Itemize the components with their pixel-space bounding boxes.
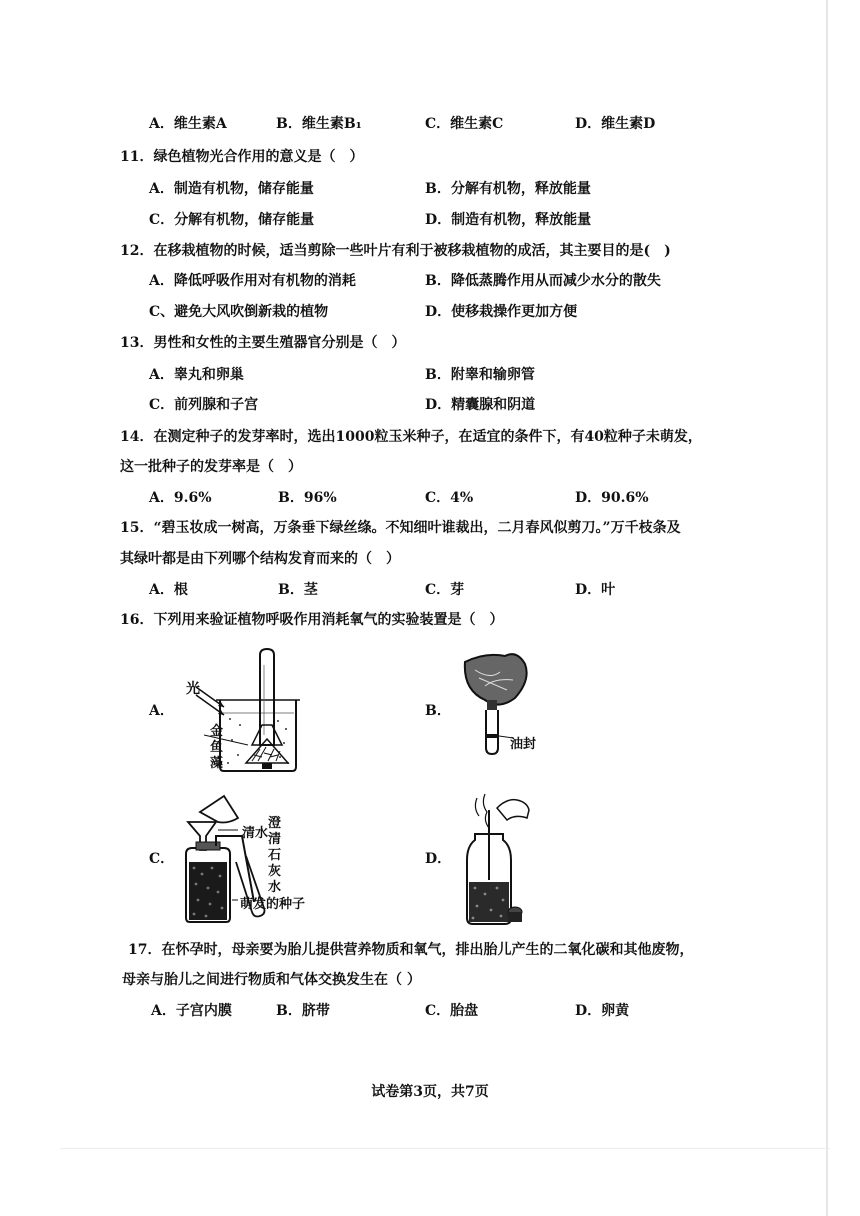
figure-c-label-limewater-3: 石	[268, 848, 282, 863]
scan-edge-bottom	[60, 1148, 830, 1149]
q12-option-d: D．使移栽操作更加方便	[425, 304, 578, 320]
question-13-stem: 13．男性和女性的主要生殖器官分别是（ ）	[120, 335, 406, 351]
q14-option-d: D．90.6%	[575, 490, 649, 506]
question-16-stem: 16．下列用来验证植物呼吸作用消耗氧气的实验装置是（ ）	[120, 612, 504, 628]
figure-c-letter: C．	[149, 851, 175, 867]
figure-a-label-light: 光	[186, 681, 200, 697]
figure-b-letter: B．	[425, 703, 451, 719]
q11-option-d: D．制造有机物，释放能量	[425, 212, 592, 228]
q13-option-b: B．附睾和输卵管	[425, 367, 535, 383]
q15-option-d: D．叶	[575, 582, 616, 598]
question-11-stem: 11．绿色植物光合作用的意义是（ ）	[120, 149, 364, 165]
figure-d-apparatus	[455, 790, 535, 930]
figure-c-label-limewater-5: 水	[268, 880, 282, 895]
figure-c-label-limewater-4: 灰	[268, 864, 282, 879]
q11-option-a: A．制造有机物，储存能量	[149, 181, 314, 197]
question-12-stem: 12．在移栽植物的时候，适当剪除一些叶片有利于被移栽植物的成活，其主要目的是( )	[120, 243, 671, 259]
q14-option-b: B．96%	[278, 490, 337, 506]
figure-c-label-water: 清水	[242, 826, 269, 841]
q12-option-c: C、避免大风吹倒新栽的植物	[149, 304, 329, 320]
q15-option-a: A．根	[149, 582, 188, 598]
figure-d-letter: D．	[425, 851, 452, 867]
q11-option-c: C．分解有机物，储存能量	[149, 212, 315, 228]
q15-option-b: B．茎	[278, 582, 318, 598]
question-15-stem-line1: 15．“碧玉妆成一树高，万条垂下绿丝绦。不知细叶谁裁出，二月春风似剪刀。”万千枝条及	[120, 520, 681, 536]
figure-c-label-limewater-1: 澄	[268, 816, 282, 831]
question-14-stem-line1: 14．在测定种子的发芽率时，选出1000粒玉米种子，在适宜的条件下，有40粒种子未萌发，	[120, 429, 702, 445]
q14-option-a: A．9.6%	[149, 490, 212, 506]
figure-b-label-oil: 油封	[510, 737, 537, 752]
q17-option-c: C．胎盘	[425, 1003, 479, 1019]
q17-option-d: D．卵黄	[575, 1003, 630, 1019]
q17-option-a: A．子宫内膜	[151, 1003, 232, 1019]
q14-option-c: C．4%	[425, 490, 474, 506]
figure-a-apparatus	[180, 645, 310, 775]
question-17-stem-line2: 母亲与胎儿之间进行物质和气体交换发生在（ ）	[122, 972, 421, 988]
page-footer: 试卷第3页，共7页	[371, 1084, 489, 1100]
q15-option-c: C．芽	[425, 582, 465, 598]
q12-option-a: A．降低呼吸作用对有机物的消耗	[149, 273, 356, 289]
q12-option-b: B．降低蒸腾作用从而减少水分的散失	[425, 273, 661, 289]
option-c: C．维生素C	[425, 116, 504, 132]
figure-a-label-2: 鱼	[210, 740, 224, 755]
question-14-stem-line2: 这一批种子的发芽率是（ ）	[120, 459, 302, 475]
question-17-stem-line1: 17．在怀孕时，母亲要为胎儿提供营养物质和氧气，排出胎儿产生的二氧化碳和其他废物，	[128, 942, 694, 958]
question-15-stem-line2: 其绿叶都是由下列哪个结构发育而来的（ ）	[120, 551, 400, 567]
option-a: A．维生素A	[149, 116, 227, 132]
q13-option-a: A．睾丸和卵巢	[149, 367, 244, 383]
figure-a-letter: A．	[149, 703, 174, 719]
option-b: B．维生素B₁	[276, 116, 362, 132]
figure-c-label-seeds: 萌发的种子	[240, 897, 306, 912]
q11-option-b: B．分解有机物，释放能量	[425, 181, 591, 197]
scan-edge-right	[826, 0, 828, 1216]
figure-c-label-limewater-2: 清	[268, 832, 282, 847]
q13-option-d: D．精囊腺和阴道	[425, 397, 536, 413]
figure-a-label-3: 藻	[210, 756, 224, 771]
option-d: D．维生素D	[575, 116, 656, 132]
figure-a-label-1: 金	[210, 724, 224, 739]
q17-option-b: B．脐带	[276, 1003, 330, 1019]
q13-option-c: C．前列腺和子宫	[149, 397, 259, 413]
